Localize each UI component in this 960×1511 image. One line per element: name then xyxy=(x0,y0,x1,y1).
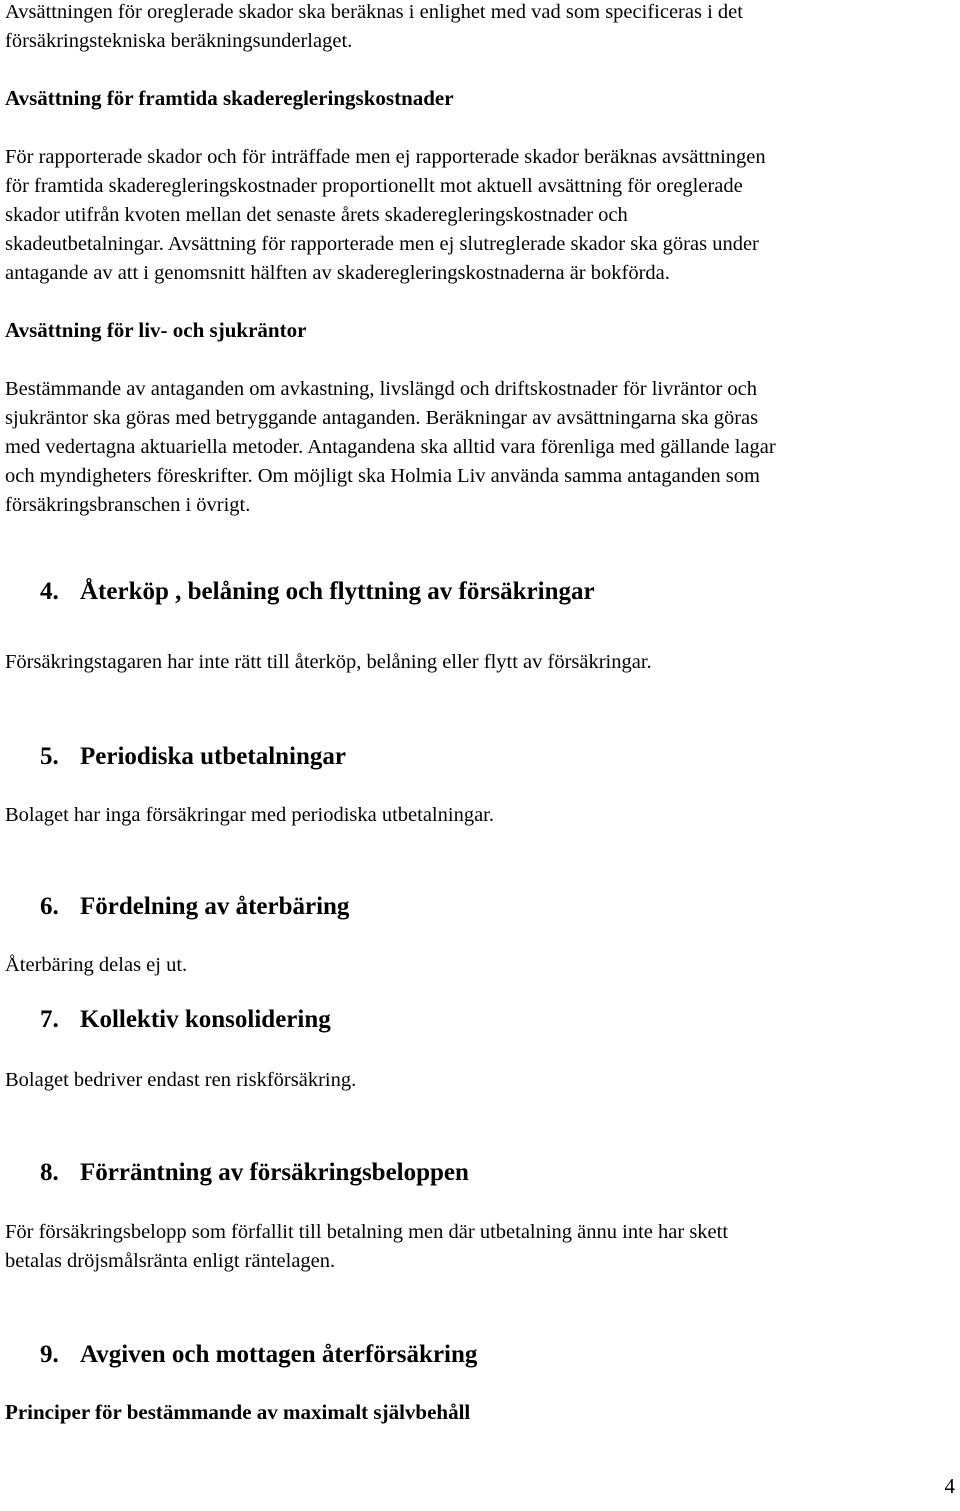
section-title: Förräntning av försäkringsbeloppen xyxy=(80,1159,469,1186)
section-number: 8. xyxy=(40,1159,59,1186)
section-number: 5. xyxy=(40,743,59,770)
text-line: och myndigheters föreskrifter. Om möjligt ska Holmia Liv använda samma antaganden som xyxy=(5,465,760,487)
section-7-heading xyxy=(40,1006,331,1034)
text-line: med vedertagna aktuariella metoder. Antagandena ska alltid vara förenliga med gällande lagar xyxy=(5,436,776,458)
text-line: skador utifrån kvoten mellan det senaste årets skaderegleringskostnader och xyxy=(5,204,628,226)
section-title: Fördelning av återbäring xyxy=(80,893,350,920)
section-5-heading xyxy=(40,743,346,771)
text-line: betalas dröjsmålsränta enligt räntelagen. xyxy=(5,1250,336,1272)
section-8-heading xyxy=(40,1159,469,1187)
section-number: 7. xyxy=(40,1006,59,1033)
text-line: för framtida skaderegleringskostnader proportionellt mot aktuell avsättning för oreglerade xyxy=(5,175,743,197)
text-line: försäkringstekniska beräkningsunderlaget. xyxy=(5,30,353,52)
section-6-paragraph xyxy=(5,951,960,980)
text-line: antagande av att i genomsnitt hälften av skaderegleringskostnaderna är bokförda. xyxy=(5,262,670,284)
section-7-paragraph xyxy=(5,1066,960,1095)
text-line: sjukräntor ska göras med betryggande antaganden. Beräkningar av avsättningarna ska göras xyxy=(5,407,759,429)
section-number: 9. xyxy=(40,1341,59,1368)
subheading-annuities: Avsättning för liv- och sjukräntor xyxy=(5,318,307,342)
text-line: För försäkringsbelopp som förfallit till betalning men där utbetalning ännu inte har skett xyxy=(5,1221,729,1243)
page-number: 4 xyxy=(944,1474,955,1498)
section-title: Periodiska utbetalningar xyxy=(80,743,346,770)
text-line: försäkringsbranschen i övrigt. xyxy=(5,494,251,516)
section-5-paragraph xyxy=(5,801,960,830)
section-6-heading xyxy=(40,893,349,921)
subheading-retention: Principer för bestämmande av maximalt självbehåll xyxy=(5,1400,471,1424)
text-line: Försäkringstagaren har inte rätt till återköp, belåning eller flytt av försäkringar. xyxy=(5,651,652,673)
section-number: 6. xyxy=(40,893,59,920)
subheading-claims-adjustment: Avsättning för framtida skaderegleringskostnader xyxy=(5,86,454,110)
text-line: Bolaget bedriver endast ren riskförsäkring. xyxy=(5,1069,357,1091)
section-4-paragraph xyxy=(5,648,960,677)
text-line: Avsättningen för oreglerade skador ska beräknas i enlighet med vad som specificeras i det xyxy=(5,1,743,23)
text-line: Återbäring delas ej ut. xyxy=(5,954,188,976)
section-9-heading xyxy=(40,1341,477,1369)
annuities-paragraph xyxy=(5,375,960,520)
text-line: Bestämmande av antaganden om avkastning, livslängd och driftskostnader för livräntor och xyxy=(5,378,758,400)
text-line: För rapporterade skador och för inträffade men ej rapporterade skador beräknas avsättningen xyxy=(5,146,766,168)
section-8-paragraph xyxy=(5,1218,960,1276)
intro-paragraph xyxy=(5,0,960,56)
section-title: Avgiven och mottagen återförsäkring xyxy=(80,1341,478,1368)
section-title: Kollektiv konsolidering xyxy=(80,1006,331,1033)
text-line: Bolaget har inga försäkringar med periodiska utbetalningar. xyxy=(5,804,494,826)
text-line: skadeutbetalningar. Avsättning för rapporterade men ej slutreglerade skador ska göras under xyxy=(5,233,759,255)
section-title: Återköp , belåning och flyttning av försäkringar xyxy=(80,578,595,605)
section-4-heading xyxy=(40,578,595,606)
section-number: 4. xyxy=(40,578,59,605)
claims-adjustment-paragraph xyxy=(5,143,960,288)
